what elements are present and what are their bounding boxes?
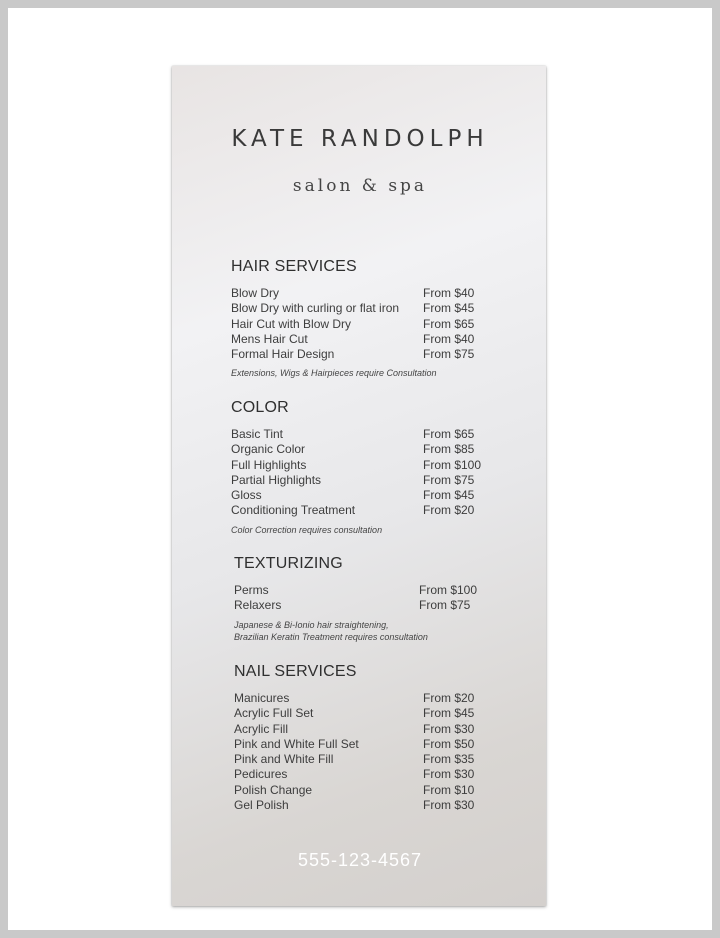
service-price: From $75 (419, 598, 471, 613)
list-item (231, 347, 511, 362)
section-title: HAIR SERVICES (231, 258, 357, 275)
service-price: From $20 (423, 691, 475, 705)
service-name: Mens Hair Cut (231, 331, 308, 346)
service-name: Partial Highlights (231, 472, 322, 487)
service-name: Hair Cut with Blow Dry (231, 316, 352, 331)
section-hair-services (231, 258, 511, 379)
service-name: Conditioning Treatment (231, 503, 356, 518)
service-price: From $30 (423, 798, 475, 813)
service-name: Blow Dry (231, 286, 280, 300)
list-item (234, 706, 514, 721)
service-name: Perms (234, 583, 269, 597)
service-price: From $45 (423, 301, 475, 316)
service-name: Relaxers (234, 598, 282, 613)
service-name: Formal Hair Design (231, 347, 335, 362)
list-item (234, 798, 514, 813)
service-price: From $30 (423, 721, 475, 736)
list-item (234, 598, 514, 613)
service-name: Basic Tint (231, 427, 284, 441)
service-price: From $45 (423, 706, 475, 721)
list-item (234, 767, 514, 782)
list-item (231, 286, 511, 301)
section-note: Japanese & Bi-Ionio hair straightening, Brazilian Keratin Treatment requires consultation (234, 619, 428, 642)
service-price: From $75 (423, 347, 475, 362)
service-price: From $10 (423, 782, 475, 797)
list-item (234, 722, 514, 737)
service-price: From $45 (423, 488, 475, 503)
list-item (234, 737, 514, 752)
list-item (231, 427, 511, 442)
service-name: Blow Dry with curling or flat iron (231, 301, 400, 316)
service-name: Pink and White Full Set (234, 736, 359, 751)
phone-number: 555-123-4567 (297, 850, 423, 870)
service-name: Acrylic Fill (234, 721, 288, 736)
service-price: From $75 (423, 472, 475, 487)
list-item (231, 488, 511, 503)
service-price: From $100 (423, 457, 482, 472)
list-item (231, 503, 511, 518)
section-note: Color Correction requires consultation (231, 524, 383, 535)
service-name: Gloss (231, 488, 262, 503)
service-price: From $65 (423, 316, 475, 331)
section-note: Extensions, Wigs & Hairpieces require Consultation (231, 368, 437, 379)
section-title: NAIL SERVICES (234, 663, 357, 680)
list-item (231, 317, 511, 332)
list-item (234, 583, 514, 598)
section-nail-services (234, 663, 514, 813)
service-price: From $40 (423, 286, 475, 300)
service-price: From $85 (423, 442, 475, 457)
section-title: TEXTURIZING (234, 555, 343, 572)
service-name: Full Highlights (231, 457, 307, 472)
service-name: Manicures (234, 691, 290, 705)
service-price: From $40 (423, 331, 475, 346)
list-item (231, 442, 511, 457)
service-price: From $30 (423, 767, 475, 782)
section-color (231, 399, 511, 536)
list-item (234, 783, 514, 798)
section-title: COLOR (231, 399, 289, 416)
list-item (234, 691, 514, 706)
list-item (231, 473, 511, 488)
service-name: Pedicures (234, 767, 288, 782)
service-price: From $20 (423, 503, 475, 518)
service-price: From $65 (423, 427, 475, 441)
salon-tagline: salon & spa (292, 176, 428, 196)
salon-name: KATE RANDOLPH (231, 126, 489, 152)
service-price: From $35 (423, 752, 475, 767)
service-price: From $50 (423, 736, 475, 751)
list-item (231, 332, 511, 347)
service-name: Polish Change (234, 782, 313, 797)
service-name: Organic Color (231, 442, 306, 457)
service-price: From $100 (419, 583, 478, 597)
list-item (231, 301, 511, 316)
section-texturizing (234, 555, 514, 643)
service-name: Acrylic Full Set (234, 706, 314, 721)
list-item (234, 752, 514, 767)
service-name: Pink and White Fill (234, 752, 334, 767)
service-name: Gel Polish (234, 798, 289, 813)
list-item (231, 458, 511, 473)
